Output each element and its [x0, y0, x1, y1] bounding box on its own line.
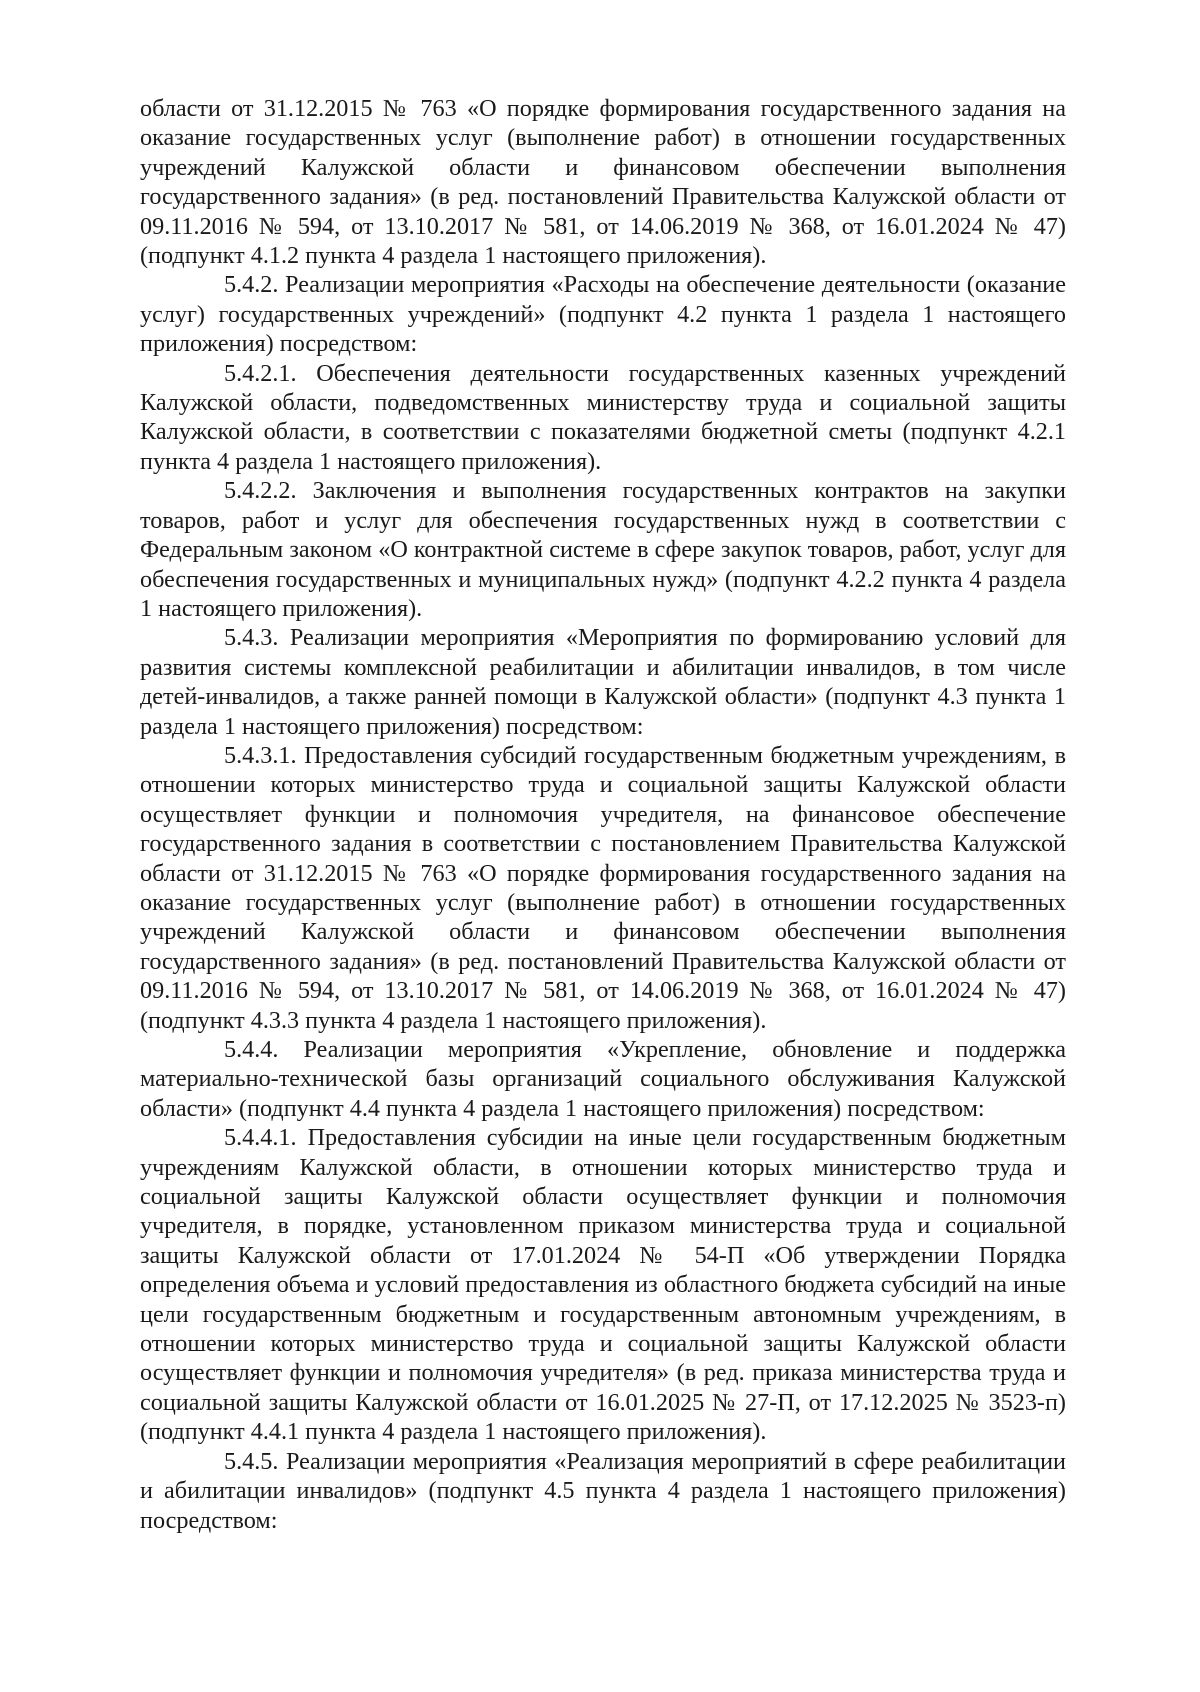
paragraph-5-4-3: 5.4.3. Реализации мероприятия «Мероприятия по формированию условий для развития системы комплексной реабилитации и абилитации инвалидов, в том числе детей-инвалидов, а также ранней помощи в Калужской области» (подпункт 4.3 пункта 1 раздела 1 настоящего приложения) посредством: [140, 624, 1066, 740]
paragraph-5-4-5: 5.4.5. Реализации мероприятия «Реализация мероприятий в сфере реабилитации и абилитации инвалидов» (подпункт 4.5 пункта 4 раздела 1 настоящего приложения) посредством: [140, 1447, 1066, 1534]
document-body [140, 94, 1066, 1535]
paragraph-5-4-2: 5.4.2. Реализации мероприятия «Расходы на обеспечение деятельности (оказание услуг) государственных учреждений» (подпункт 4.2 пункта 1 раздела 1 настоящего приложения) посредством: [140, 271, 1066, 358]
paragraph-5-4-2-2: 5.4.2.2. Заключения и выполнения государственных контрактов на закупки товаров, работ и услуг для обеспечения государственных нужд в соответствии с Федеральным законом «О контрактной системе в сфере закупок товаров, работ, услуг для обеспечения государственных и муниципальных нужд» (подпункт 4.2.2 пункта 4 раздела 1 настоящего приложения). [140, 477, 1066, 622]
paragraph-5-4-2-1: 5.4.2.1. Обеспечения деятельности государственных казенных учреждений Калужской области, подведомственных министерству труда и социальной защиты Калужской области, в соответствии с показателями бюджетной сметы (подпункт 4.2.1 пункта 4 раздела 1 настоящего приложения). [140, 359, 1066, 475]
paragraph-5-4-4: 5.4.4. Реализации мероприятия «Укрепление, обновление и поддержка материально-технической базы организаций социального обслуживания Калужской области» (подпункт 4.4 пункта 4 раздела 1 настоящего приложения) посредством: [140, 1036, 1066, 1122]
paragraph-5-4-4-1: 5.4.4.1. Предоставления субсидии на иные цели государственным бюджетным учреждениям Калужской области, в отношении которых министерство труда и социальной защиты Калужской области осуществляет функции и полномочия учредителя, в порядке, установленном приказом министерства труда и социальной защиты Калужской области от 17.01.2024 № 54-П «Об утверждении Порядка определения объема и условий предоставления из областного бюджета субсидий на иные цели государственным бюджетным и государственным автономным учреждениям, в отношении которых министерство труда и социальной защиты Калужской области осуществляет функции и полномочия учредителя» (в ред. приказа министерства труда и социальной защиты Калужской области от 16.01.2025 № 27-П, от 17.12.2025 № 3523-п) (подпункт 4.4.1 пункта 4 раздела 1 настоящего приложения). [140, 1124, 1066, 1446]
paragraph-5-4-3-1: 5.4.3.1. Предоставления субсидий государственным бюджетным учреждениям, в отношении которых министерство труда и социальной защиты Калужской области осуществляет функции и полномочия учредителя, на финансовое обеспечение государственного задания в соответствии с постановлением Правительства Калужской области от 31.12.2015 № 763 «О порядке формирования государственного задания на оказание государственных услуг (выполнение работ) в отношении государственных учреждений Калужской области и финансовом обеспечении выполнения государственного задания» (в ред. постановлений Правительства Калужской области от 09.11.2016 № 594, от 13.10.2017 № 581, от 14.06.2019 № 368, от 16.01.2024 № 47) (подпункт 4.3.3 пункта 4 раздела 1 настоящего приложения). [140, 741, 1066, 1034]
paragraph-continuation: области от 31.12.2015 № 763 «О порядке формирования государственного задания на оказание государственных услуг (выполнение работ) в отношении государственных учреждений Калужской области и финансовом обеспечении выполнения государственного задания» (в ред. постановлений Правительства Калужской области от 09.11.2016 № 594, от 13.10.2017 № 581, от 14.06.2019 № 368, от 16.01.2024 № 47) (подпункт 4.1.2 пункта 4 раздела 1 настоящего приложения). [140, 95, 1066, 270]
